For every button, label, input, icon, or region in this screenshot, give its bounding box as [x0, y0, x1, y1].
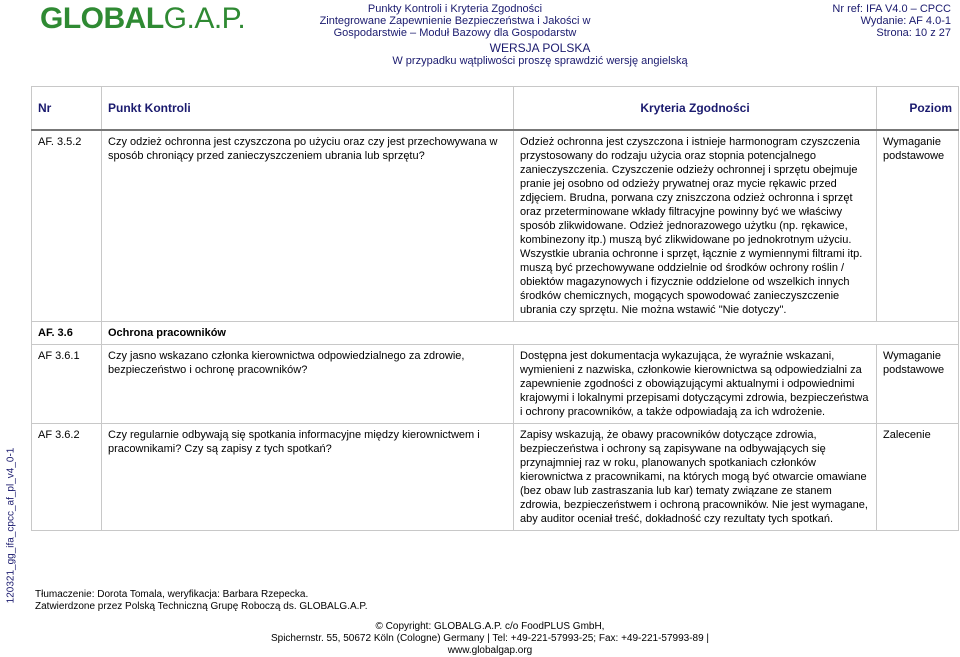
table-row — [32, 424, 959, 531]
version-note: W przypadku wątpliwości proszę sprawdzić wersję angielską — [392, 55, 688, 67]
version-title: WERSJA POLSKA — [489, 41, 591, 55]
globalgap-logo: GLOBALG.A.P. — [40, 2, 246, 35]
section-nr: AF. 3.6 — [32, 322, 102, 345]
ref-number: Nr ref: IFA V4.0 – CPCC — [832, 3, 951, 15]
doc-title-line2: Zintegrowane Zapewnienie Bezpieczeństwa i Jakości w Gospodarstwie – Moduł Bazowy dla Gospodarstw — [319, 15, 591, 39]
approval-note: Zatwierdzone przez Polską Techniczną Grupę Roboczą ds. GLOBALG.A.P. — [35, 601, 368, 612]
copyright-line: © Copyright: GLOBALG.A.P. c/o FoodPLUS GmbH, — [375, 621, 605, 632]
website-link[interactable]: www.globalgap.org — [447, 645, 533, 656]
header-nr: Nr — [32, 87, 102, 131]
row-criteria: Dostępna jest dokumentacja wykazująca, że wyraźnie wskazani, wymienieni z nazwiska, członkowie kierownictwa są odpowiedzialni za zapewnienie zgodności z obowiązującymi aktualnymi i odpowiednimi krajowymi i lokalnymi przepisami dotyczącymi zdrowia, bezpieczeństwa i ochrony pracowników, a także odpowiadają za ich wdrożenie. — [514, 345, 877, 424]
row-nr: AF 3.6.2 — [32, 424, 102, 531]
copyright-footer — [260, 621, 720, 657]
section-title: Ochrona pracowników — [102, 322, 959, 345]
table-row — [32, 130, 959, 322]
row-criteria: Odzież ochronna jest czyszczona i istnieje harmonogram czyszczenia przystosowany do rodzaju użycia oraz stopnia potencjalnego zanieczyszczenia. Czyszczenie odzieży ochronnej i sprzętu obejmuje pranie jej osobno od odzieży prywatnej oraz mycie rękawic przed zdjęciem. Brudna, porwana czy zniszczona odzież ochronna i sprzęt oraz przeterminowane wkłady filtracyjne powinny być we właściwy sposób zlikwidowane. Odzież jednorazowego użytku (np. rękawice, kombinezony itp.) muszą być zlikwidowane po jednokrotnym użyciu. Wszystkie ubrania ochronne i sprzęt, łącznie z wymiennymi filtrami itp. muszą być przechowywane oddzielnie od środków ochrony roślin / obiektów magazynowych i fizycznie oddzielone od wszelkich innych środków chemicznych, mogących spowodować zanieczyszczenie ubrania czy sprzętu. Nie można wstawić "Nie dotyczy". — [514, 130, 877, 322]
doc-title-line1: Punkty Kontroli i Kryteria Zgodności — [367, 3, 543, 15]
row-criteria: Zapisy wskazują, że obawy pracowników dotyczące zdrowia, bezpieczeństwa i ochrony są zapisywane na odbywających się przynajmniej raz w roku, planowanych spotkaniach członków kierownictwa z pracownikami, na których mogą być otwarcie omawiane (bez obaw lub zastraszania lub kar) tematy związane ze stanem zdrowia, bezpieczeństwem i ochroną pracowników. Nie jest wymagane, aby auditor oceniał treść, dokładność czy rezultaty tych spotkań. — [514, 424, 877, 531]
control-points-table — [31, 86, 959, 531]
header-point: Punkt Kontroli — [102, 87, 514, 131]
row-nr: AF. 3.5.2 — [32, 130, 102, 322]
document-code: 120321_gg_ifa_cpcc_af_pl_v4_0-1 — [5, 447, 17, 604]
document-title — [290, 3, 620, 39]
header-criteria: Kryteria Zgodności — [514, 87, 877, 131]
row-control-point: Czy jasno wskazano członka kierownictwa odpowiedzialnego za zdrowie, bezpieczeństwo i ochronę pracowników? — [102, 345, 514, 424]
table-header — [32, 87, 959, 131]
row-nr: AF 3.6.1 — [32, 345, 102, 424]
section-row — [32, 322, 959, 345]
row-level: Zalecenie — [877, 424, 959, 531]
row-control-point: Czy regularnie odbywają się spotkania informacyjne między kierownictwem i pracownikami? Czy są zapisy z tych spotkań? — [102, 424, 514, 531]
header-level: Poziom — [877, 87, 959, 131]
page-number: Strona: 10 z 27 — [876, 27, 951, 39]
document-reference — [791, 3, 951, 39]
row-level: Wymaganie podstawowe — [877, 345, 959, 424]
address-line: Spichernstr. 55, 50672 Köln (Cologne) Germany | Tel: +49-221-57993-25; Fax: +49-221-57993-89 | — [270, 633, 710, 644]
translation-note: Tłumaczenie: Dorota Tomala, weryfikacja: Barbara Rzepecka. — [35, 589, 309, 600]
language-version — [380, 42, 700, 68]
translation-credits — [35, 589, 368, 613]
row-level: Wymaganie podstawowe — [877, 130, 959, 322]
row-control-point: Czy odzież ochronna jest czyszczona po użyciu oraz czy jest przechowywana w sposób chroniący przed zanieczyszczeniem ubrania lub sprzętu? — [102, 130, 514, 322]
table-row — [32, 345, 959, 424]
edition: Wydanie: AF 4.0-1 — [860, 15, 951, 27]
